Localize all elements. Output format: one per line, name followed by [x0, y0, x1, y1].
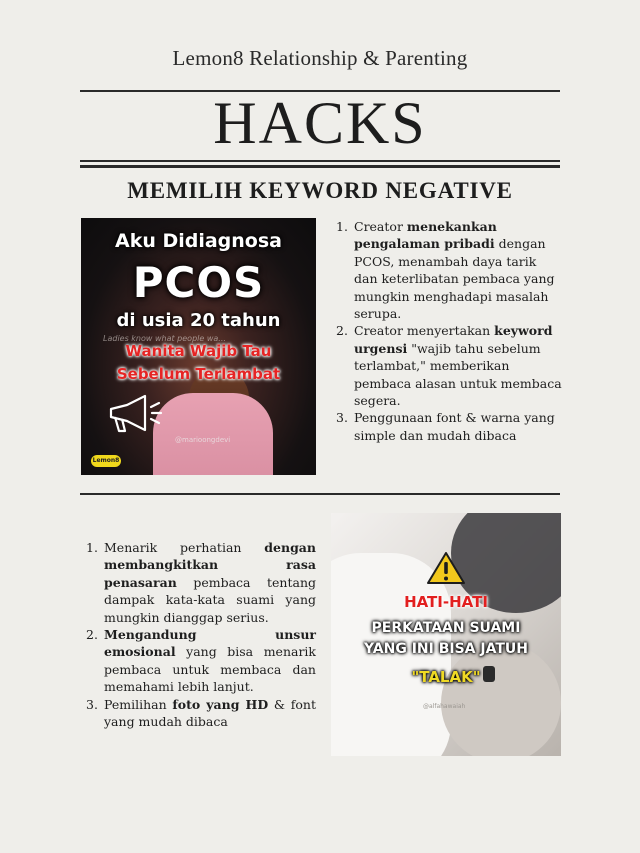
list-emotional-points: [86, 539, 316, 730]
image2-hands-shape: [441, 643, 561, 756]
list-item-number: 1.: [336, 219, 348, 234]
megaphone-icon: [105, 393, 163, 435]
list-item: [336, 322, 562, 409]
list-item-text: & font yang mudah dibaca: [104, 696, 316, 730]
list-item-text: pembaca tentang dampak kata-kata suami yang mungkin dianggap serius.: [104, 574, 316, 625]
image1-line2: PCOS: [132, 258, 265, 307]
lemon8-logo: Lemon8: [91, 455, 121, 467]
image1-line1: Aku Didiagnosa: [114, 230, 282, 252]
section-divider: [80, 493, 560, 495]
list-item-text: dengan PCOS, menambah daya tarik dan keterlibatan pembaca yang mungkin menghadapi masalah serupa.: [354, 236, 555, 322]
example-image-pcos: [81, 218, 316, 475]
section-heading: MEMILIH KEYWORD NEGATIVE: [127, 178, 513, 203]
title-divider-upper: [80, 160, 560, 162]
list-item-text: Creator menyertakan: [354, 323, 495, 339]
image2-line2: PERKATAAN SUAMI: [371, 620, 521, 636]
image2-handle: @alfahawaiah: [423, 703, 466, 710]
list-item-number: 2.: [336, 323, 348, 339]
list-item-number: 3.: [336, 410, 348, 426]
list-item-bold-text: Mengandung unsur emosional: [104, 627, 316, 660]
list-item-text: Pemilihan: [104, 696, 173, 712]
list-item-bold-text: keyword urgensi: [354, 323, 553, 356]
warning-icon: [426, 551, 466, 585]
list-keyword-points: [336, 218, 562, 444]
list-item-text: "wajib tahu sebelum terlambat," memberikan pembaca alasan untuk membaca segera.: [354, 340, 562, 409]
image2-line4: "TALAK": [411, 668, 481, 686]
list-item-bold-text: dengan membangkitkan rasa penasaran: [104, 540, 316, 590]
image1-line4: Wanita Wajib Tau: [125, 342, 272, 360]
image1-line3: di usia 20 tahun: [116, 310, 281, 331]
image1-faint-caption: Ladies know what people wa...: [103, 334, 226, 343]
image1-line5: Sebelum Terlambat: [116, 365, 281, 383]
image1-handle: @marioongdevi: [175, 436, 231, 444]
page-subtitle: Lemon8 Relationship & Parenting: [172, 46, 468, 70]
example-image-talak: [331, 513, 561, 756]
image2-line1: HATI-HATI: [404, 593, 488, 611]
list-item-text: Menarik perhatian: [104, 540, 265, 555]
list-item-number: 2.: [86, 627, 98, 643]
list-item-text: yang bisa menarik pembaca untuk membaca dan memahami lebih lanjut.: [104, 644, 316, 695]
page-title: HACKS: [213, 90, 427, 156]
list-item: [336, 409, 562, 444]
list-item-number: 3.: [86, 696, 98, 712]
list-item-bold-text: foto yang HD: [172, 696, 269, 712]
list-item-bold-text: menekankan pengalaman pribadi: [354, 219, 497, 252]
image2-line3: YANG INI BISA JATUH: [364, 641, 528, 657]
list-item: [86, 696, 316, 731]
list-item-text: Creator: [354, 219, 407, 234]
list-item-number: 1.: [86, 540, 98, 555]
list-item: [86, 626, 316, 696]
person-shirt: [153, 393, 273, 475]
list-item-text: Penggunaan font & warna yang simple dan mudah dibaca: [354, 410, 555, 443]
list-item: [336, 218, 562, 322]
list-item: [86, 539, 316, 626]
title-divider-lower: [80, 165, 560, 168]
